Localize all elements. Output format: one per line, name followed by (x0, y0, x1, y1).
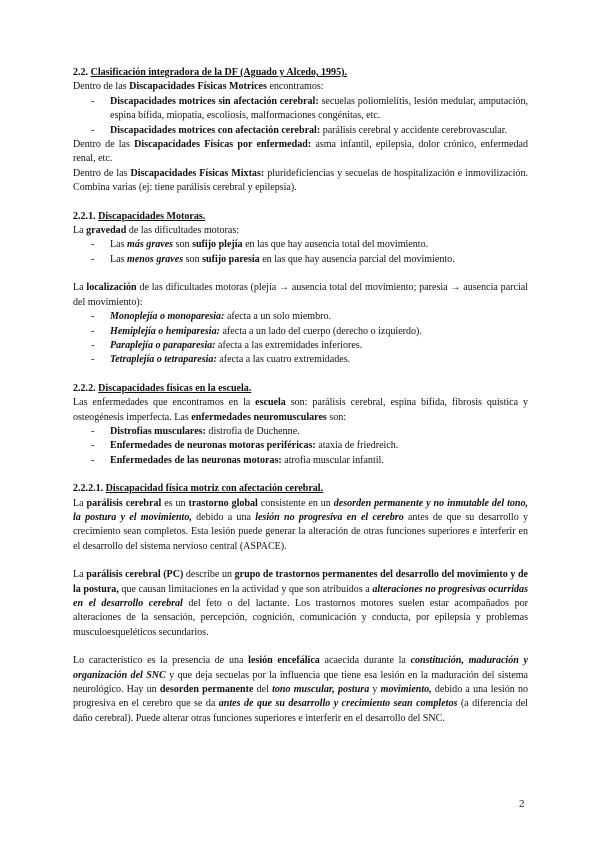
list-item: - Enfermedades de las neuronas motoras: atrofia muscular infantil. (73, 454, 528, 468)
section-number: 2.2. (73, 67, 89, 78)
paragraph-pc-caracteristico: Lo característico es la presencia de una lesión encefálica acaecida durante la constitución, maduración y organización del SNC y que deja secuelas por la influencia que tiene esa lesión en la maduración del sistema neurológico. Hay un desorden permanente del tono muscular, postura y movimiento, debido a una lesión no progresiva en el cerebro que se da antes de que su desarrollo y crecimiento sean completos (a diferencia del daño cerebral). Puede alterar otras funciones superiores e interferir en el desarrollo del SNC. (73, 655, 528, 724)
section-heading-2-2 (73, 66, 528, 80)
section-heading-2-2-2-1 (73, 482, 528, 496)
section-title: Discapacidades Motoras. (98, 210, 206, 222)
paragraph-enfermedad: Dentro de las Discapacidades Físicas por enfermedad: asma infantil, epilepsia, dolor crónico, enfermedad renal, etc. (73, 139, 528, 165)
list-item: - Tetraplejía o tetraparesia: afecta a las cuatro extremidades. (73, 353, 528, 367)
paragraph-mixtas: Dentro de las Discapacidades Físicas Mixtas: plurideficiencias y secuelas de hospitalización e inmovilización. Combina varias (ej: tiene parálisis cerebral y epilepsia). (73, 167, 528, 194)
list-item: - Las menos graves son sufijo paresia en las que hay ausencia parcial del movimiento. (73, 253, 528, 267)
list-item: - Discapacidades motrices sin afectación cerebral: secuelas poliomielitis, lesión medular, amputación, espina bífida, miopatía, escoliosis, malformaciones congénitas, etc. (73, 95, 528, 124)
section-title: Discapacidades físicas en la escuela. (98, 382, 252, 394)
paragraph-pc-definicion: La parálisis cerebral es un trastorno global consistente en un desorden permanente y no inmutable del tono, la postura y el movimiento, debido a una lesión no progresiva en el cerebro antes de que su desarrollo y crecimiento sean completos. Esta lesión puede generar la alteración de otras funciones superiores e interferir en el desarrollo del sistema nervioso central (ASPACE). (73, 497, 529, 552)
list-item: - Las más graves son sufijo plejía en las que hay ausencia total del movimiento. (73, 238, 528, 252)
section-heading-2-2-2 (73, 382, 528, 396)
list-item: - Discapacidades motrices con afectación cerebral: parálisis cerebral y accidente cerebrovascular. (73, 124, 528, 138)
list-item: - Enfermedades de neuronas motoras periféricas: ataxia de friedreich. (73, 439, 528, 453)
section-number: 2.2.2.1. (73, 483, 104, 495)
section-number: 2.2.2. (73, 382, 96, 394)
document-page (73, 66, 528, 726)
list-neuromusculares (73, 425, 528, 468)
list-gravedad (73, 238, 528, 267)
list-item: - Distrofias musculares: distrofia de Duchenne. (73, 425, 528, 439)
list-localizacion (73, 310, 528, 368)
list-item: - Hemiplejía o hemiparesia: afecta a un lado del cuerpo (derecho o izquierdo). (73, 325, 528, 339)
section-number: 2.2.1. (73, 210, 96, 222)
section-heading-2-2-1 (73, 210, 528, 224)
list-item: - Paraplejía o paraparesia: afecta a las extremidades inferiores. (73, 339, 528, 353)
paragraph-pc-descripcion: La parálisis cerebral (PC) describe un grupo de trastornos permanentes del desarrollo del movimiento y de la postura, que causan limitaciones en la actividad y que son atribuidos a alteraciones no progresivas ocurridas en el desarrollo cerebral del feto o del lactante. Los trastornos motores suelen estar acompañados por alteraciones de la sensación, percepción, cognición, comunicación y conducta, por epilepsia y problemas musculoesqueléticos secundarios. (73, 569, 529, 638)
page-number: 2 (519, 798, 525, 810)
section-title: Discapacidad física motriz con afectación cerebral. (105, 483, 324, 495)
list-item: - Monoplejía o monoparesia: afecta a un solo miembro. (73, 310, 528, 324)
paragraph-motrices-intro: Dentro de las Discapacidades Físicas Motrices encontramos: (73, 81, 324, 93)
paragraph-escuela: Las enfermedades que encontramos en la escuela son: parálisis cerebral, espina bífida, fibrosis quística y osteogénesis imperfecta. Las enfermedades neuromusculares son: (73, 397, 528, 423)
list-motrices (73, 95, 528, 138)
paragraph-gravedad: La gravedad de las dificultades motoras: (73, 225, 240, 237)
section-title: Clasificación integradora de la DF (Aguado y Alcedo, 1995). (90, 67, 347, 78)
paragraph-localizacion: La localización de las dificultades motoras (plejía → ausencia total del movimiento; paresia → ausencia parcial del movimiento): (73, 282, 528, 308)
